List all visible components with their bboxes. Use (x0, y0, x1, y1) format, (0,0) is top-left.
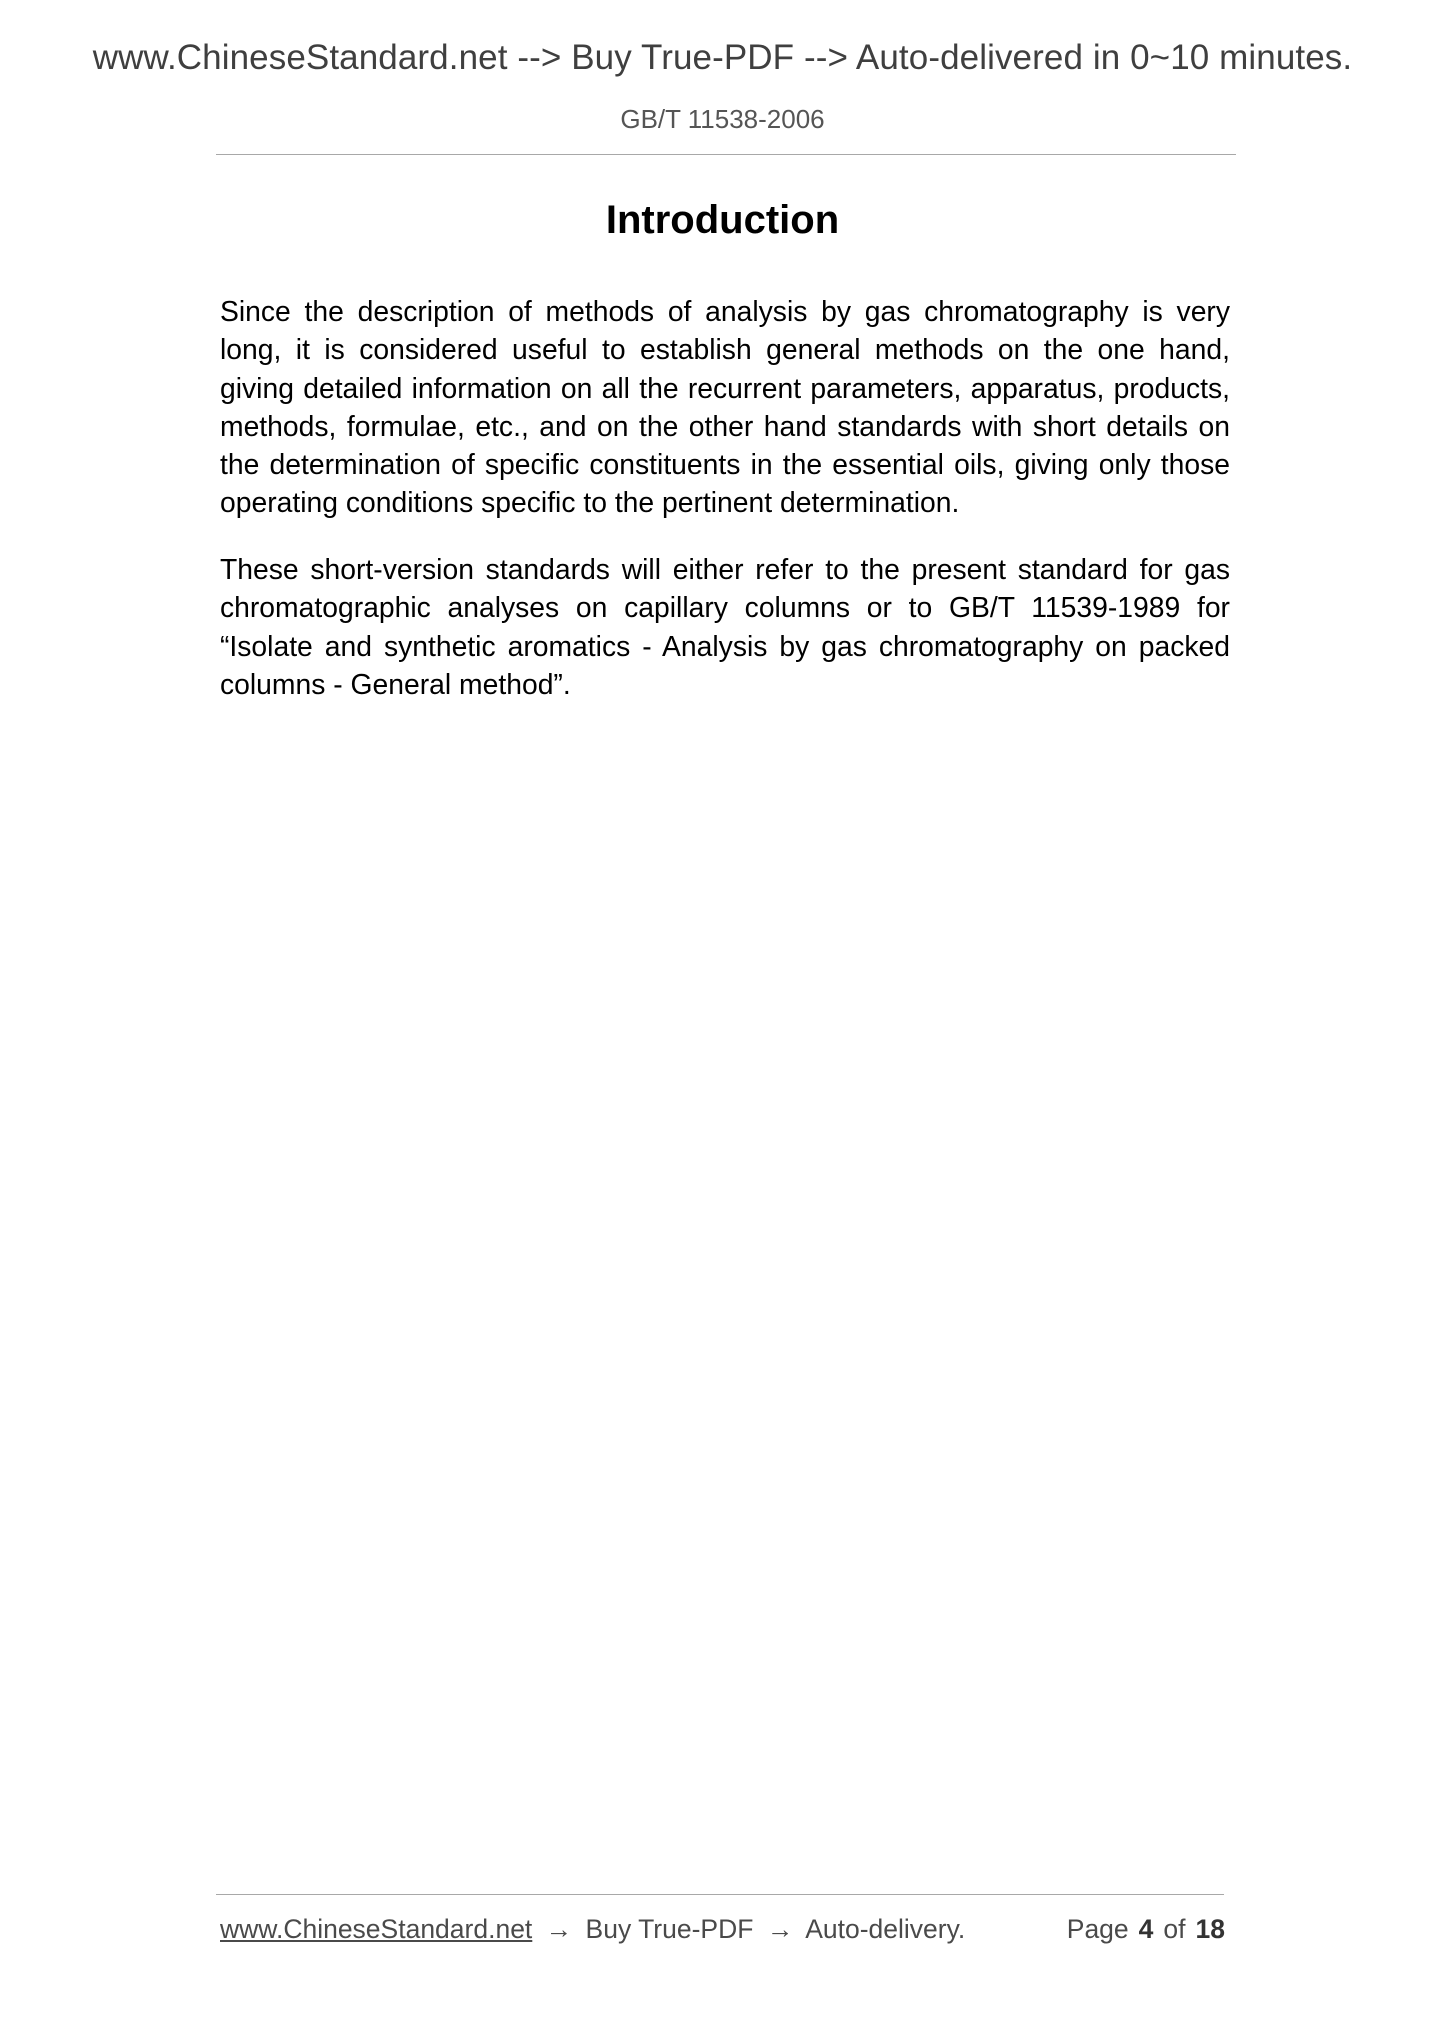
intro-paragraph-2: These short-version standards will either refer to the present standard for gas chromatographic analyses on capillary columns or to GB/T 11539-1989 for “Isolate and synthetic aromatics - Analysis by gas chromatography on packed columns - General method”. (220, 553, 1230, 700)
current-page-number: 4 (1138, 1914, 1154, 1944)
header-divider (216, 154, 1236, 155)
footer-buy-text: Buy True-PDF (585, 1914, 754, 1944)
page-title: Introduction (605, 198, 840, 242)
top-banner: www.ChineseStandard.net --> Buy True-PDF --> Auto-delivered in 0~10 minutes. (92, 38, 1353, 77)
of-label: of (1163, 1914, 1186, 1944)
footer-divider (216, 1894, 1224, 1895)
intro-paragraph-1: Since the description of methods of analysis by gas chromatography is very long, it is considered useful to establish general methods on the one hand, giving detailed information on all the recurrent parameters, apparatus, products, methods, formulae, etc., and on the other hand standards with short details on the determination of specific constituents in the essential oils, giving only those operating conditions specific to the pertinent determination. (220, 295, 1230, 519)
page-footer (220, 1914, 1225, 1950)
arrow-right-icon: → (766, 1914, 794, 1944)
footer-site-link[interactable]: www.ChineseStandard.net (220, 1914, 533, 1944)
footer-promo (220, 1914, 965, 1945)
total-pages-number: 18 (1195, 1914, 1225, 1944)
footer-delivery-text: Auto-delivery. (805, 1914, 966, 1944)
page-label: Page (1066, 1914, 1129, 1944)
document-code: GB/T 11538-2006 (620, 104, 825, 134)
arrow-right-icon: → (545, 1914, 573, 1944)
page-indicator (1067, 1914, 1225, 1945)
